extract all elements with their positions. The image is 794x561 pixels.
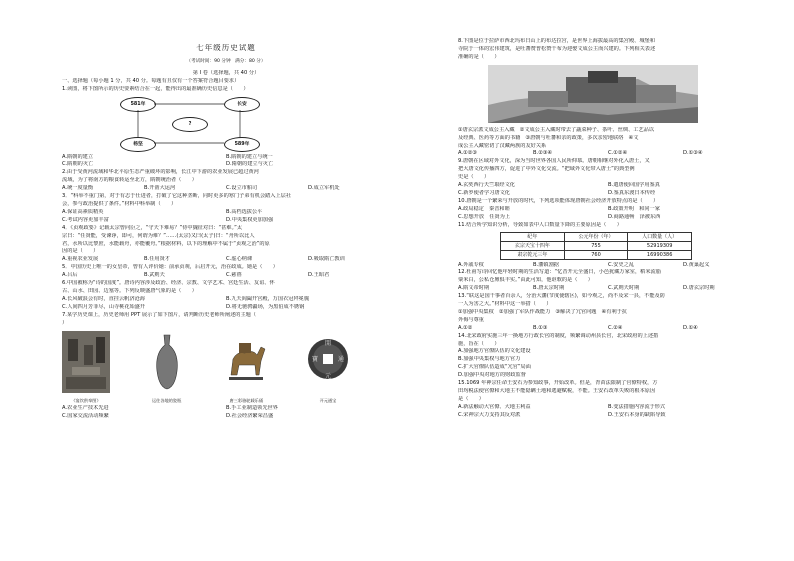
q7-line-1: 7.某学历史课上，历史老师用 PPT 展示了如下图片，请判断历史老师所阐述的主题（ [62, 311, 257, 318]
q15-option-a[interactable]: A.新法触动大官僚、大地主利益 [458, 403, 531, 410]
svg-text:元: 元 [324, 373, 331, 381]
q4-line-1: 4．《贞观政要》记载太宗曾问臣之，“守天下难易？”侍中魏征对曰：“甚难。”太 [62, 224, 243, 231]
q4-options [62, 256, 390, 264]
q3-options [62, 209, 390, 225]
q12-option-d[interactable]: D.唐玄宗时期 [683, 285, 715, 292]
q4-option-c[interactable]: C.虚心纳谏 [226, 256, 253, 263]
q12-line-1: 12.杜甫写诗回忆他年轻时期的生活写道：“忆昔开元全盛日，小邑犹藏万家室，稻米流脂 [458, 269, 661, 276]
q12-line-2: 粟米白，公私仓廪俱丰实。”由此可知，他讴歌的是（ ） [458, 277, 593, 284]
q7-caption-1: 《宴饮供奉图》 [71, 397, 101, 403]
potala-palace-photo [488, 65, 698, 123]
q8-item-2: 及经典、医药等方面的书籍 ③唐朝与吐蕃和亲的政策，多次亲密地联络 ④文 [458, 134, 639, 141]
q15-option-d[interactable]: D.王安石本身的缺陷导致 [608, 411, 666, 418]
q10-options [458, 206, 758, 222]
q2-line-1: 2.由于受黄河流域和华北平原生态严重破坏的影响，长江中下游的农业发展已超过黄河 [62, 169, 259, 176]
q11-line-1: 11.结合所学知识分析，导致如表中人口数量下降的主要原因是（ ） [458, 221, 622, 228]
q4-line-3: 君，水所以比黎庶，水能载舟，亦能覆舟。”根据材料，以下的理解中不属于“贞观之治”的原 [62, 240, 270, 247]
q5-line-1: 5．中国历史上唯一的女皇帝，曾有人评价她：前承贞观，后启开元，治在政成。她是（ ） [62, 264, 278, 271]
q9-line-3: 史是（ ） [458, 174, 490, 181]
q13-line-1: 13.“联这是国干事者百余人，分治大藩(节度使辖区)，如今观之，尚不及宋一县，不能及防 [458, 293, 665, 300]
table-header-cell: 纪年 [501, 232, 565, 241]
exam-title: 七年级历史试题 [196, 44, 256, 52]
q10-line-1: 10.唐朝是一个繁荣与开放的时代，下列选项能体现唐朝社会经济开放特点的是（ ） [458, 197, 659, 204]
q11-options [458, 262, 758, 270]
q1-stem: 1.读图，将下图所示的历史要素结合在一起，能得出的最准确历史信息是（ ） [62, 85, 249, 92]
q4-option-a[interactable]: A.重视农业发展 [62, 256, 99, 263]
q6-line-1: 6.中国被称为“诗的国度”。唐诗内容涉及政治、经济、宗教、文学艺术、宫廷生活、友谊、怀 [62, 280, 275, 287]
q8-option-a[interactable]: A.①②③ [458, 150, 478, 157]
q1-option-c[interactable]: C.隋朝的灭亡 [62, 161, 94, 168]
table-row [501, 250, 692, 259]
q4-option-b[interactable]: B.任用贤才 [144, 256, 170, 263]
table-header-row [501, 232, 692, 241]
q7-photo-vase [147, 331, 187, 403]
q2-option-c[interactable]: C.设立市舶司 [226, 185, 258, 192]
q12-option-c[interactable]: C.武则天时期 [608, 285, 640, 292]
q3-option-d[interactable]: D.中央集权更加加强 [226, 216, 274, 223]
q1-option-b[interactable]: B.隋朝的建立与统一 [226, 153, 273, 160]
q9-option-c[interactable]: C.新罗使者学习唐文化 [458, 189, 510, 196]
q2-option-a[interactable]: A.统一度量衡 [62, 185, 94, 192]
q7-caption-4: 开元通宝 [319, 397, 337, 403]
svg-text:通: 通 [337, 356, 344, 364]
q3-line-2: 会，参与政治提供了条件。”材料中科举制（ ） [62, 200, 177, 207]
left-column [62, 0, 390, 421]
q14-option-d[interactable]: D.加强中央对地方的财政监督 [458, 372, 526, 379]
q6-option-b[interactable]: B.九天阊阖开宫殿，万国衣冠拜冕旒 [226, 295, 310, 302]
q7-photo-coin [306, 331, 350, 403]
vase-image [147, 331, 187, 393]
q15-option-b[interactable]: B.变法措施内容流于形式 [608, 403, 666, 410]
q6-option-d[interactable]: D.将无驰骋疆场，为黑伯成不锈钢 [226, 303, 305, 310]
instructions: 一、选择题（每小题 1 分，共 40 分。每题有且仅有一个答案符合题目要求） [62, 77, 240, 84]
q5-option-c[interactable]: C.慈禧 [226, 272, 242, 279]
q7-photo-banquet [62, 331, 110, 403]
q9-line-2: 把大唐文化传播四方，促进了中外文化交流。“把域外文化带入唐土”的典型例 [458, 166, 635, 173]
table-cell: 玄宗天宝十四年 [501, 241, 565, 250]
banquet-painting-image [62, 331, 110, 393]
right-column [458, 38, 758, 420]
q7-line-2: ） [62, 319, 68, 326]
q7-option-a[interactable]: A.农业生产技术先进 [62, 405, 109, 412]
table-header-cell: 人口数量（人） [628, 232, 692, 241]
q13-option-a[interactable]: A.①② [458, 324, 473, 331]
q7-option-c[interactable]: C.国家交流活动频繁 [62, 413, 109, 420]
exam-subtitle: （考试时间：90 分钟 满分：80 分） [186, 58, 266, 64]
q13-line-2: 一人为害之大。”材料中这一举措（ ） [458, 301, 552, 308]
table-row [501, 241, 692, 250]
q15-line-2: 田均税法使官僚和大地主不能隐瞒土地和逃避赋税，不能。王安石改革失败的根本原因 [458, 388, 656, 394]
table-cell: 肃宗乾元三年 [501, 250, 565, 259]
q9-options [458, 182, 758, 198]
table-header-cell: 公元年份（年） [564, 232, 628, 241]
q13-option-b[interactable]: B.①③ [533, 324, 548, 331]
q5-option-a[interactable]: A.吕后 [62, 272, 78, 279]
q1-options [62, 154, 390, 170]
population-table [500, 232, 692, 260]
svg-text:開: 開 [324, 340, 331, 348]
q1-node-question: ? [172, 117, 208, 132]
q8-item-1: ①唐玄宗派文成公主入藏 ②文成公主入藏时带去了蔬菜种子、茶叶、丝绸、工艺品以 [458, 126, 655, 133]
q7-caption-2: 运往各地的瓷瓶 [151, 397, 182, 403]
q8-item-3: 成公主入藏密切了汉藏两族的友好关系 [458, 142, 547, 149]
q4-line-2: 宗曰：“任贤能，受谏诤，即可，何谓为难？”……(太宗)又曰(太子)曰：“舟所以比人 [62, 232, 255, 239]
q12-option-a[interactable]: A.隋文帝时期 [458, 285, 490, 292]
q8-option-c[interactable]: C.①②④ [608, 150, 628, 157]
q3-line-1: 3．“科举不重门第，对于有志于仕进者，打破了它这种垄断，同时更多的寒门子弟有机会踏入上层社 [62, 193, 292, 200]
q14-option-c[interactable]: C.扩大官僚队伍造成“冗官”局面 [458, 364, 531, 371]
q1-option-a[interactable]: A.隋朝的建立 [62, 153, 94, 160]
q14-option-b[interactable]: B.加强中央集权与地方官力 [458, 356, 521, 363]
table-cell: 52919309 [628, 241, 692, 250]
svg-text:寶: 寶 [311, 356, 318, 364]
q2-options [62, 185, 390, 193]
q7-caption-3: 唐三彩骆驼载乐俑 [229, 397, 264, 403]
q15-line-3: 是（ ） [458, 395, 484, 402]
q10-option-d[interactable]: D.商路通畅 泽被东西 [608, 213, 661, 220]
potala-palace-image [488, 65, 698, 123]
q4-line-4: 因的是（ ） [62, 248, 99, 255]
q15-options [458, 404, 758, 420]
q7-option-d[interactable]: D.社会经济繁荣昌盛 [226, 413, 274, 420]
q8-line-1: 8.下图是位于拉萨市西北玛布日山上的布达拉宫，是世界上海拔最高的集宫殿、城堡和 [458, 38, 655, 44]
q8-line-2: 寺院于一体的宏伟建筑，是吐蕃赞普松赞干布为迎娶文成公主而兴建的。下列相关表述 [458, 45, 656, 52]
q1-diagram [62, 96, 390, 152]
q14-option-a[interactable]: A.加强地方官僚队伍的文化建设 [458, 348, 531, 355]
q6-option-c[interactable]: C.人间四月芳菲尽，山寺桃花始盛开 [62, 303, 146, 310]
q10-option-b[interactable]: B.政策开明 和同一家 [608, 205, 660, 212]
q8-option-d[interactable]: D.①③④ [683, 150, 703, 157]
q13-option-d[interactable]: D.①④ [683, 324, 698, 331]
q15-option-c[interactable]: C.宋神宗大力支持其反对派 [458, 411, 521, 418]
q1-option-d[interactable]: D.隋朝的建立与灭亡 [226, 161, 274, 168]
q8-options [458, 150, 758, 158]
camel-figurine-image [223, 331, 269, 393]
q9-option-a[interactable]: A.玄奘西行天竺取经文化 [458, 182, 515, 189]
q1-node-yangjian: 杨坚 [120, 137, 156, 152]
q7-photos [62, 331, 390, 403]
q6-line-2: 古、山水、田园、边塞等。下列反映盛唐气象的是（ ） [62, 287, 197, 294]
q14-line-2: 施，旨在（ ） [458, 340, 500, 347]
q14-line-1: 14.北宋政府实施三年一换地方行政长官的制度，频繁调动州县长官，北宋政府的上述措 [458, 332, 659, 339]
q12-options [458, 285, 758, 293]
q8-line-3: 准确的是（ ） [458, 53, 500, 60]
q9-line-1: 9.唐朝在区域对外文化，深为当时世界各国人民所仰慕。唐朝相继对外化入唐土，又 [458, 158, 650, 165]
q1-node-year-581: 581年 [120, 97, 156, 112]
q13-options [458, 325, 758, 333]
q15-line-1: 15.1069 年神宗任命王安石为参知政事，开始改革。但是，青苗法限制了官僚特权，方 [458, 380, 658, 387]
table-cell: 755 [564, 241, 628, 250]
q10-option-a[interactable]: A.政局稳定 秦晋和睦 [458, 205, 510, 212]
q6-options [62, 296, 390, 312]
q7-option-b[interactable]: B.手工业制造领先世界 [226, 405, 278, 412]
q11-option-d[interactable]: D.黄巢起义 [683, 261, 710, 268]
q1-node-year-589: 589年 [224, 137, 260, 152]
q3-option-b[interactable]: B.高档选拔公平 [226, 208, 263, 215]
q11-option-b[interactable]: B.藩镇割据 [533, 261, 559, 268]
q2-option-b[interactable]: B.开凿大运河 [144, 185, 176, 192]
q9-option-d[interactable]: D.鉴真东渡日本传经 [608, 189, 656, 196]
q3-option-a[interactable]: A.保证高素质精英 [62, 208, 104, 215]
q7-photo-camel [223, 331, 269, 403]
part-heading: 第 I 卷（选择题，共 40 分） [192, 69, 260, 76]
q6-option-a[interactable]: A.长风破浪会有时，直挂云帆济沧海 [62, 295, 145, 302]
q2-line-2: 流域，为了将南方的粮食转运至北方，隋朝统治者（ ） [62, 177, 197, 184]
coin-image [306, 331, 350, 393]
q5-options [62, 272, 390, 280]
q5-option-b[interactable]: B.武则天 [144, 272, 165, 279]
q4-option-d[interactable]: D.吸取隋亡教训 [308, 256, 345, 263]
q3-option-c[interactable]: C.考试内容更加丰富 [62, 216, 109, 223]
q13-item-2: 外侮与尊重 [458, 316, 484, 323]
table-cell: 16990386 [628, 250, 692, 259]
table-cell: 760 [564, 250, 628, 259]
q13-option-c[interactable]: C.②④ [608, 324, 623, 331]
q8-option-b[interactable]: B.②③④ [533, 150, 553, 157]
q11-option-c[interactable]: C.安史之乱 [608, 261, 635, 268]
q2-option-d[interactable]: D.成立军机处 [308, 185, 340, 192]
q5-option-d[interactable]: D.王昭君 [308, 272, 330, 279]
q11-option-a[interactable]: A.外戚专权 [458, 261, 484, 268]
q10-option-c[interactable]: C.思想开放 任贤为上 [458, 213, 510, 220]
q13-item-1: ①加强中央集权 ②加强了军队作战能力 ③解决了冗官问题 ④有利于抗 [458, 308, 628, 315]
q9-option-b[interactable]: B.遣唐使回国学用鉴真 [608, 182, 660, 189]
q1-node-changan: 长安 [224, 97, 260, 112]
q12-option-b[interactable]: B.唐太宗时期 [533, 285, 565, 292]
q7-options [62, 405, 390, 421]
